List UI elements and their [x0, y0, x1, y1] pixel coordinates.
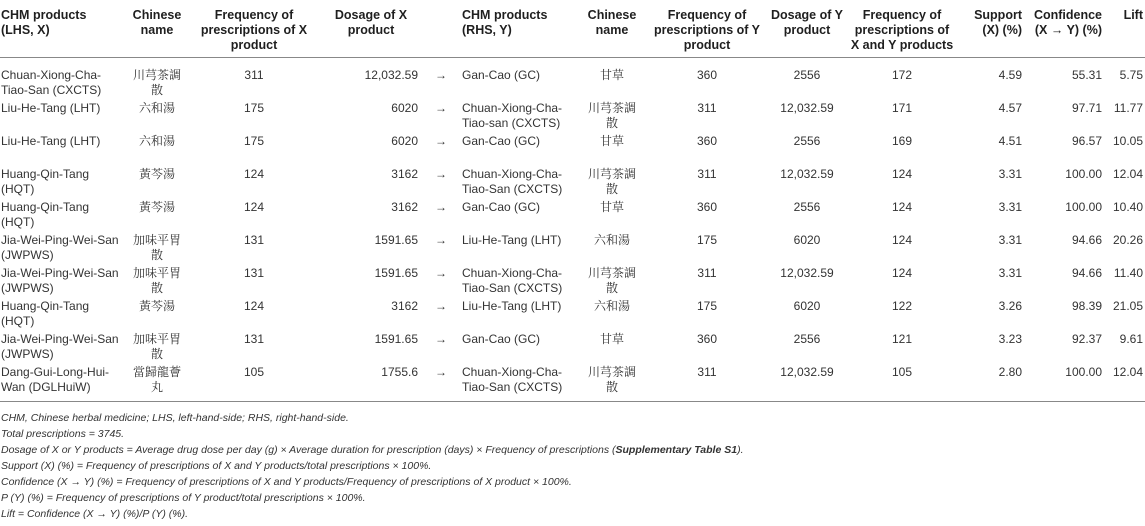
header-lift: Lift: [1104, 0, 1145, 58]
table-row: [0, 58, 1145, 99]
table-row: [0, 164, 1145, 197]
table-row: [0, 263, 1145, 296]
cell-freq-y: 175: [696, 233, 718, 247]
arrow-icon: →: [435, 134, 447, 148]
cell-dosage-x: 1755.6: [316, 362, 426, 402]
note-dosage-end: ).: [737, 444, 744, 456]
cell-chinese-x-text: 川芎茶調散: [132, 68, 181, 97]
cell-dosage-x: 3162: [391, 299, 418, 313]
note-confidence: Confidence (X → Y) (%) = Frequency of prescriptions of X and Y products/Frequency of prescriptions of X product × 100%.: [1, 476, 572, 488]
cell-chinese-y-text: 川芎茶調散: [587, 167, 636, 196]
cell-dosage-y: 12,032.59: [780, 167, 834, 181]
cell-freq-y: 311: [697, 101, 717, 115]
table-row: [0, 230, 1145, 263]
cell-dosage-y: 12,032.59: [780, 101, 834, 115]
cell-freq-xy: 105: [848, 362, 956, 402]
cell-dosage-x: 1591.65: [374, 233, 418, 247]
note-dosage-reference: Supplementary Table S1: [615, 444, 738, 456]
cell-dosage-y: 6020: [793, 233, 821, 247]
cell-rhs: Chuan-Xiong-Cha-Tiao-San (CXCTS): [462, 266, 563, 295]
note-py: P (Y) (%) = Frequency of prescriptions of Y product/total prescriptions × 100%.: [1, 492, 366, 504]
cell-rhs: Liu-He-Tang (LHT): [462, 299, 562, 313]
cell-freq-y: 311: [697, 167, 717, 181]
cell-freq-xy: 172: [891, 68, 913, 82]
table-row: [0, 329, 1145, 362]
cell-lhs: Jia-Wei-Ping-Wei-San (JWPWS): [1, 332, 119, 361]
cell-dosage-x: 3162: [391, 167, 418, 181]
cell-dosage-y: 2556: [793, 68, 821, 82]
cell-support: 3.31: [998, 200, 1022, 214]
cell-freq-y: 360: [696, 134, 718, 148]
table-row: [0, 131, 1145, 164]
arrow-icon: →: [435, 68, 447, 82]
header-freq-x: Frequency of prescriptions of X product: [192, 0, 316, 58]
cell-dosage-y: 12,032.59: [780, 266, 834, 280]
cell-dosage-x: 12,032.59: [364, 68, 418, 82]
cell-rhs: Gan-Cao (GC): [462, 332, 541, 346]
cell-rhs: Gan-Cao (GC): [462, 68, 541, 82]
cell-freq-xy: 122: [891, 299, 913, 313]
cell-dosage-x: 1591.65: [374, 332, 418, 346]
cell-chinese-x: [122, 58, 192, 99]
arrow-icon: →: [435, 332, 447, 346]
arrow-icon: →: [435, 266, 447, 280]
cell-lift: 12.04: [1112, 167, 1143, 181]
cell-freq-x: 105: [192, 362, 316, 402]
arrow-icon: →: [435, 233, 447, 247]
cell-dosage-x: 3162: [391, 200, 418, 214]
cell-dosage-x: 6020: [391, 134, 418, 148]
arrow-icon: →: [435, 167, 447, 181]
cell-support: 3.31: [998, 167, 1022, 181]
cell-freq-x: 175: [243, 134, 265, 148]
cell-dosage-y: 12,032.59: [766, 362, 848, 402]
header-dosage-x: Dosage of X product: [316, 0, 426, 58]
header-freq-y: Frequency of prescriptions of Y product: [648, 0, 766, 58]
cell-lift: 5.75: [1119, 68, 1143, 82]
cell-freq-y: 360: [696, 68, 718, 82]
cell-dosage-y: 2556: [793, 134, 821, 148]
cell-lhs: Jia-Wei-Ping-Wei-San (JWPWS): [1, 233, 119, 262]
cell-support: 3.26: [998, 299, 1022, 313]
header-lhs: CHM products (LHS, X): [0, 0, 122, 58]
cell-chinese-y-text: 川芎茶調散: [587, 365, 636, 394]
cell-chinese-x: [122, 329, 192, 362]
cell-lhs: Huang-Qin-Tang (HQT): [1, 167, 90, 196]
cell-chinese-x-text: 黃芩湯: [138, 167, 175, 181]
cell-confidence: 98.39: [1071, 299, 1102, 313]
cell-chinese-y-text: 甘草: [599, 68, 624, 82]
cell-confidence: 94.66: [1071, 266, 1102, 280]
cell-chinese-y: [576, 98, 648, 131]
header-support: Support (X) (%): [956, 0, 1024, 58]
table-footnotes: [0, 402, 1145, 522]
cell-chinese-y: [576, 263, 648, 296]
cell-rhs: Chuan-Xiong-Cha-Tiao-San (CXCTS): [462, 167, 563, 196]
arrow-icon: →: [426, 362, 456, 402]
note-dosage-text: Dosage of X or Y products = Average drug dose per day (g) × Average duration for prescription (days) × Frequency of prescriptions (: [1, 444, 616, 456]
cell-chinese-y-text: 六和湯: [593, 233, 630, 247]
cell-freq-x: 131: [243, 233, 265, 247]
cell-chinese-x: [122, 131, 192, 164]
cell-chinese-y: [576, 58, 648, 99]
cell-chinese-y-text: 甘草: [599, 200, 624, 214]
cell-confidence: 100.00: [1065, 200, 1102, 214]
cell-lift: 9.61: [1119, 332, 1143, 346]
cell-freq-y: 311: [648, 362, 766, 402]
cell-lhs: Jia-Wei-Ping-Wei-San (JWPWS): [1, 266, 119, 295]
cell-dosage-x: 6020: [391, 101, 418, 115]
cell-chinese-y: [576, 197, 648, 230]
cell-confidence: 100.00: [1065, 167, 1102, 181]
cell-chinese-y: [576, 164, 648, 197]
cell-chinese-y: [576, 131, 648, 164]
cell-support: 4.57: [998, 101, 1022, 115]
cell-freq-xy: 124: [891, 167, 913, 181]
cell-chinese-x: [122, 197, 192, 230]
cell-freq-x: 311: [244, 68, 264, 82]
cell-freq-x: 131: [243, 266, 265, 280]
cell-support: 3.31: [998, 233, 1022, 247]
cell-freq-y: 175: [696, 299, 718, 313]
cell-support: 4.51: [998, 134, 1022, 148]
table-body: [0, 58, 1145, 402]
cell-lift: 10.05: [1112, 134, 1143, 148]
cell-lift: 11.77: [1113, 101, 1143, 115]
cell-freq-x: 124: [243, 167, 265, 181]
cell-rhs: Chuan-Xiong-Cha-Tiao-san (CXCTS): [462, 101, 563, 130]
cell-rhs: Chuan-Xiong-Cha-Tiao-San (CXCTS): [456, 362, 576, 402]
cell-chinese-x-text: 黃芩湯: [138, 299, 175, 313]
cell-chinese-x-text: 六和湯: [138, 134, 175, 148]
cell-lhs: Huang-Qin-Tang (HQT): [1, 200, 90, 229]
header-chinese-x: Chinese name: [122, 0, 192, 58]
cell-freq-xy: 124: [891, 233, 913, 247]
cell-support: 3.23: [998, 332, 1022, 346]
cell-chinese-y-text: 川芎茶調散: [587, 101, 636, 130]
arrow-icon: →: [435, 200, 447, 214]
cell-confidence: 96.57: [1071, 134, 1102, 148]
cell-freq-xy: 169: [891, 134, 913, 148]
cell-chinese-x-text: 六和湯: [138, 101, 175, 115]
cell-lift: 12.04: [1104, 362, 1145, 402]
cell-dosage-y: 6020: [793, 299, 821, 313]
cell-freq-x: 124: [243, 299, 265, 313]
cell-support: 3.31: [998, 266, 1022, 280]
header-chinese-y: Chinese name: [576, 0, 648, 58]
cell-chinese-x-text: 加味平胃散: [132, 266, 181, 295]
cell-confidence: 100.00: [1024, 362, 1104, 402]
cell-confidence: 97.71: [1071, 101, 1102, 115]
cell-dosage-x: 1591.65: [374, 266, 418, 280]
cell-chinese-y: [576, 329, 648, 362]
cell-rhs: Gan-Cao (GC): [462, 200, 541, 214]
cell-freq-xy: 124: [891, 266, 913, 280]
note-total-prescriptions: Total prescriptions = 3745.: [1, 428, 125, 440]
cell-dosage-y: 2556: [793, 332, 821, 346]
cell-freq-y: 311: [697, 266, 717, 280]
header-dosage-y: Dosage of Y product: [766, 0, 848, 58]
cell-freq-x: 131: [243, 332, 265, 346]
table-row: [0, 197, 1145, 230]
cell-chinese-x-text: 加味平胃散: [132, 332, 181, 361]
cell-chinese-y: [576, 296, 648, 329]
cell-chinese-y: [576, 230, 648, 263]
table-row: [0, 296, 1145, 329]
cell-chinese-x: [122, 263, 192, 296]
cell-rhs: Liu-He-Tang (LHT): [462, 233, 562, 247]
cell-lhs: Liu-He-Tang (LHT): [1, 101, 101, 115]
note-support: Support (X) (%) = Frequency of prescriptions of X and Y products/total prescriptions × 100%.: [1, 460, 432, 472]
arrow-icon: →: [435, 299, 447, 313]
cell-lift: 20.26: [1112, 233, 1143, 247]
cell-lhs: Liu-He-Tang (LHT): [1, 134, 101, 148]
cell-lhs: Chuan-Xiong-Cha-Tiao-San (CXCTS): [1, 68, 102, 97]
cell-confidence: 94.66: [1071, 233, 1102, 247]
note-dosage: [1, 442, 1145, 458]
cell-freq-xy: 171: [891, 101, 913, 115]
cell-support: 4.59: [998, 68, 1022, 82]
cell-chinese-x: [122, 230, 192, 263]
note-abbreviations: CHM, Chinese herbal medicine; LHS, left-hand-side; RHS, right-hand-side.: [1, 412, 349, 424]
header-confidence: Confidence (X → Y) (%): [1024, 0, 1104, 58]
cell-confidence: 55.31: [1071, 68, 1102, 82]
cell-chinese-y-text: 甘草: [599, 332, 624, 346]
header-arrow-spacer: [426, 0, 456, 58]
cell-chinese-x-text: 加味平胃散: [132, 233, 181, 262]
cell-lift: 11.40: [1113, 266, 1143, 280]
cell-freq-y: 360: [696, 200, 718, 214]
cell-chinese-y-text: 川芎茶調散: [587, 266, 636, 295]
cell-freq-y: 360: [696, 332, 718, 346]
cell-freq-x: 175: [243, 101, 265, 115]
cell-chinese-x-text: 黃芩湯: [138, 200, 175, 214]
table-row: [0, 362, 1145, 402]
cell-confidence: 92.37: [1071, 332, 1102, 346]
header-freq-xy: Frequency of prescriptions of X and Y products: [848, 0, 956, 58]
cell-lhs: Huang-Qin-Tang (HQT): [1, 299, 90, 328]
cell-lhs: Dang-Gui-Long-Hui-Wan (DGLHuiW): [0, 362, 122, 402]
cell-chinese-x: [122, 362, 192, 402]
header-rhs: CHM products (RHS, Y): [456, 0, 576, 58]
header-row: [0, 0, 1145, 58]
cell-freq-x: 124: [243, 200, 265, 214]
arrow-icon: →: [435, 101, 447, 115]
cell-freq-xy: 121: [891, 332, 913, 346]
cell-chinese-x-text: 當歸龍薈丸: [132, 365, 181, 394]
cell-freq-xy: 124: [891, 200, 913, 214]
cell-support: 2.80: [956, 362, 1024, 402]
cell-chinese-y: [576, 362, 648, 402]
cell-dosage-y: 2556: [793, 200, 821, 214]
cell-chinese-y-text: 甘草: [599, 134, 624, 148]
cell-chinese-x: [122, 164, 192, 197]
cell-lift: 10.40: [1112, 200, 1143, 214]
note-lift: Lift = Confidence (X → Y) (%)/P (Y) (%).: [1, 508, 189, 520]
cell-rhs: Gan-Cao (GC): [462, 134, 541, 148]
table-row: [0, 98, 1145, 131]
cell-chinese-x: [122, 98, 192, 131]
cell-chinese-y-text: 六和湯: [593, 299, 630, 313]
cell-lift: 21.05: [1112, 299, 1143, 313]
cell-chinese-x: [122, 296, 192, 329]
